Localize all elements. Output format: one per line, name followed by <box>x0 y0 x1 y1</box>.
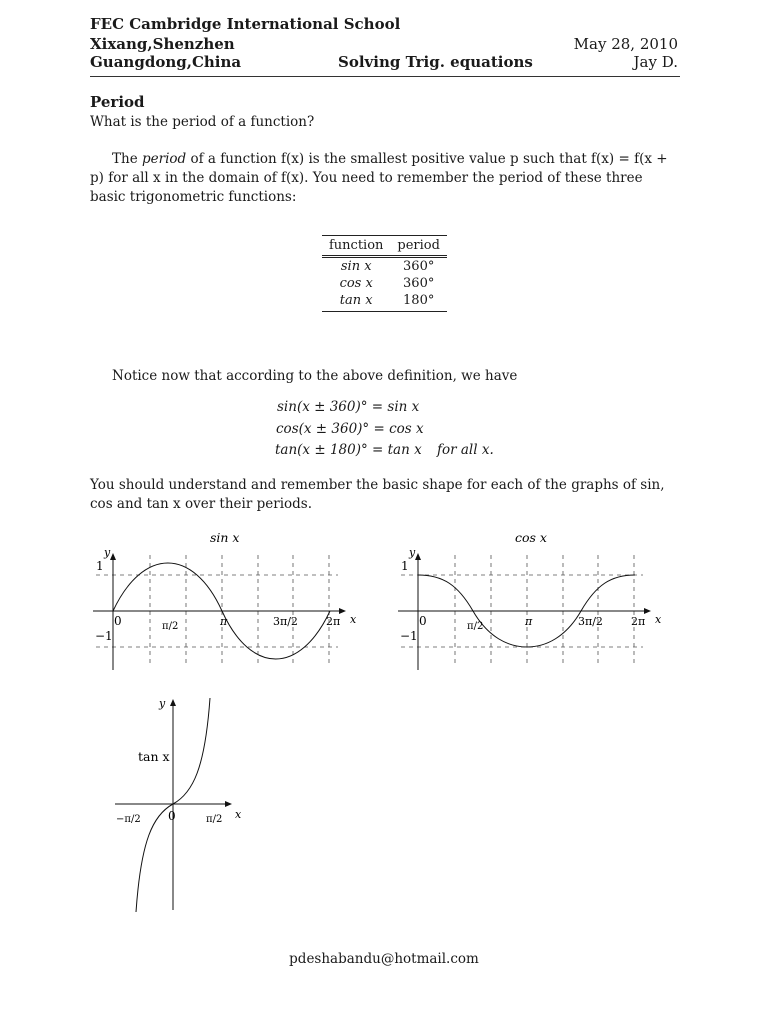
cell-period: 180° <box>390 292 447 312</box>
sin-tick-label: 2π <box>326 615 341 628</box>
cos-y-bottom-label: −1 <box>400 629 418 643</box>
shapes-text: You should understand and remember the basic shape for each of the graphs of sin, cos and tan x over their periods. <box>90 477 665 512</box>
tan-y-label: y <box>159 697 166 710</box>
school-city: Xixang,Shenzhen <box>90 35 235 53</box>
sin-y-top-label: 1 <box>96 559 104 573</box>
cell-function: cos x <box>339 276 373 291</box>
sin-y-bottom-label: −1 <box>95 629 113 643</box>
section-title: Period <box>90 93 145 111</box>
cos-tick-label: 3π/2 <box>578 615 603 628</box>
tan-tick-label: −π/2 <box>116 814 141 825</box>
cell-period: 360° <box>403 259 435 274</box>
school-name: FEC Cambridge International School <box>90 15 401 33</box>
cos-origin-label: 0 <box>419 614 427 628</box>
sin-x-label: x <box>350 613 357 626</box>
cos-y-top-label: 1 <box>401 559 409 573</box>
table-row <box>322 275 447 292</box>
cos-tick-label: π <box>525 615 533 628</box>
document-author: Jay D. <box>633 53 678 71</box>
tan-y-arrow <box>170 699 176 706</box>
header-rule <box>90 76 680 77</box>
sin-origin-label: 0 <box>114 614 122 628</box>
tan-x-arrow <box>225 801 232 807</box>
equation-suffix: for all x. <box>437 442 494 458</box>
cos-graph-title: cos x <box>515 530 547 545</box>
section-question: What is the period of a function? <box>90 114 315 130</box>
equation-tan: tan(x ± 180)° = tan x <box>275 442 422 458</box>
sin-graph <box>88 525 368 670</box>
cos-tick-label: 2π <box>631 615 646 628</box>
col-header-function: function <box>322 236 390 257</box>
sin-tick-label: 3π/2 <box>273 615 298 628</box>
col-header-period: period <box>390 236 447 257</box>
sin-y-label: y <box>104 546 111 559</box>
tan-x-label: x <box>235 808 242 821</box>
tan-curve-label: tan x <box>138 749 170 764</box>
period-term: period <box>141 151 187 167</box>
cos-x-arrow <box>644 608 651 614</box>
cell-period: 360° <box>403 276 435 291</box>
table-row <box>322 257 447 276</box>
notice-text: Notice now that according to the above definition, we have <box>112 368 518 384</box>
cell-function: tan x <box>322 292 390 312</box>
footer-email: pdeshabandu@hotmail.com <box>289 951 479 967</box>
cos-y-arrow <box>415 553 421 560</box>
equation-sin: sin(x ± 360)° = sin x <box>277 399 420 415</box>
cos-y-label: y <box>409 546 416 559</box>
tan-origin-label: 0 <box>168 809 176 823</box>
school-province: Guangdong,China <box>90 53 242 71</box>
tan-tick-label: π/2 <box>206 814 223 825</box>
cell-function: sin x <box>340 259 372 274</box>
cos-graph <box>393 525 673 670</box>
cos-tick-label: π/2 <box>467 621 484 632</box>
sin-graph-title: sin x <box>210 530 240 545</box>
period-definition: The period of a function f(x) is the smallest positive value p such that f(x) = f(x + p) for all x in the domain of f(x). You need to remember the period of these three basic trigonometric functions: <box>90 151 668 205</box>
cos-x-label: x <box>655 613 662 626</box>
period-table <box>322 235 447 312</box>
sin-y-arrow <box>110 553 116 560</box>
sin-tick-label: π <box>220 615 228 628</box>
equation-cos: cos(x ± 360)° = cos x <box>276 421 424 437</box>
sin-x-arrow <box>339 608 346 614</box>
table-row <box>322 292 447 312</box>
document-topic: Solving Trig. equations <box>338 53 533 71</box>
sin-tick-label: π/2 <box>162 621 179 632</box>
tan-graph <box>108 690 268 920</box>
document-date: May 28, 2010 <box>573 35 678 53</box>
